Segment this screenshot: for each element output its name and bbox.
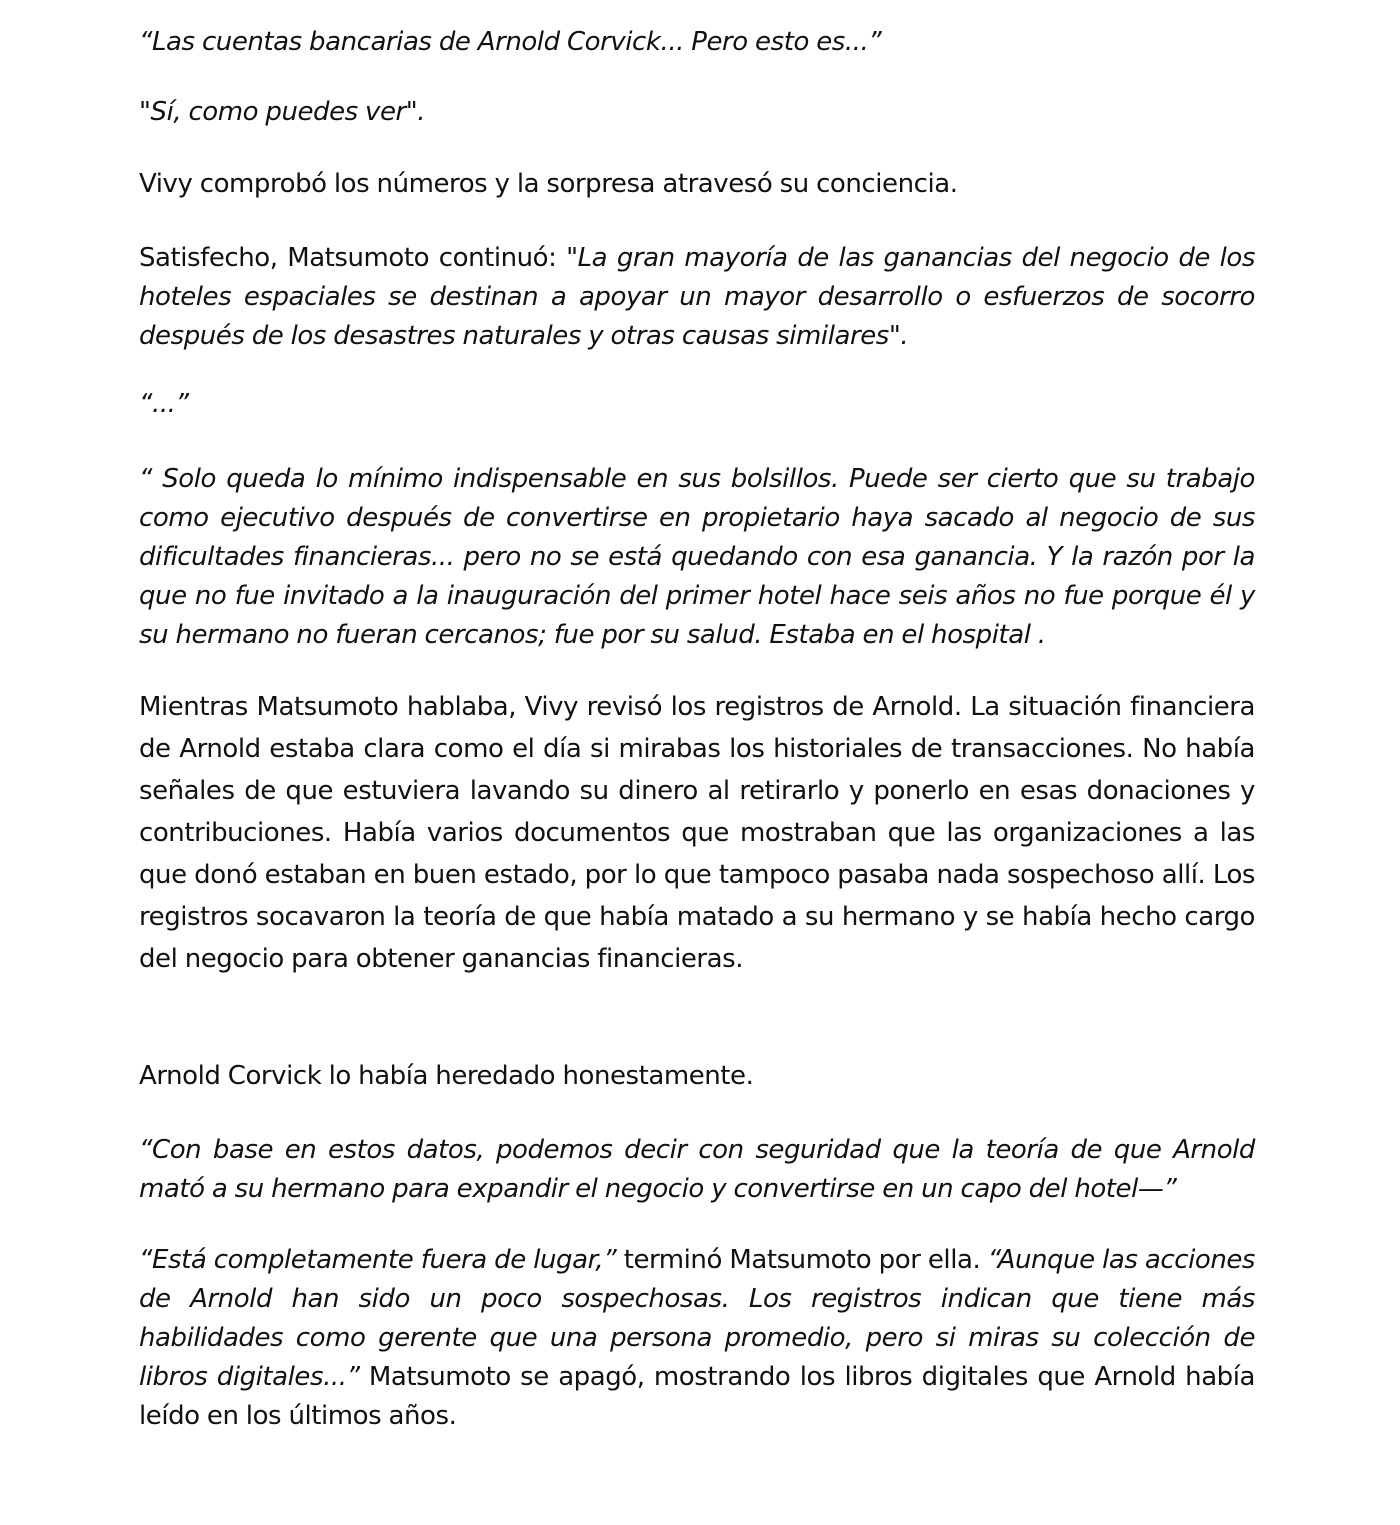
paragraph-4 [139,239,1255,356]
paragraph-5: “...” [139,389,189,419]
paragraph-4-narration: Satisfecho, Matsumoto continuó: [139,243,567,273]
paragraph-9: “Con base en estos datos, podemos decir con seguridad que la teoría de que Arnold mató a su hermano para expandir el negocio y convertirse en un capo del hotel—” [139,1135,1255,1204]
paragraph-10 [139,1241,1255,1436]
paragraph-10-dialogue-1: “Está completamente fuera de lugar,” [139,1245,617,1275]
paragraph-1: “Las cuentas bancarias de Arnold Corvick... Pero esto es...” [139,27,882,57]
paragraph-7: Mientras Matsumoto hablaba, Vivy revisó los registros de Arnold. La situación financiera de Arnold estaba clara como el día si mirabas los historiales de transacciones. No había señales de que estuviera lavando su dinero al retirarlo y ponerlo en esas donaciones y contribuciones. Había varios documentos que mostraban que las organizaciones a las que donó estaban en buen estado, por lo que tampoco pasaba nada sospechoso allí. Los registros socavaron la teoría de que había matado a su hermano y se había hecho cargo del negocio para obtener ganancias financieras. [139,692,1255,974]
paragraph-10-narration-1: terminó Matsumoto por ella. [616,1245,988,1275]
paragraph-2: "Sí, como puedes ver". [139,97,426,127]
paragraph-10-narration-2: Matsumoto se apagó, mostrando los libros digitales que Arnold había leído en los últimos años. [139,1362,1255,1431]
paragraph-4-dialogue: "La gran mayoría de las ganancias del negocio de los hoteles espaciales se destinan a apoyar un mayor desarrollo o esfuerzos de socorro después de los desastres naturales y otras causas similares". [139,243,1255,351]
paragraph-6: “ Solo queda lo mínimo indispensable en sus bolsillos. Puede ser cierto que su trabajo como ejecutivo después de convertirse en propietario haya sacado al negocio de sus dificultades financieras... pero no se está quedando con esa ganancia. Y la razón por la que no fue invitado a la inauguración del primer hotel hace seis años no fue porque él y su hermano no fueran cercanos; fue por su salud. Estaba en el hospital . [139,464,1255,650]
paragraph-3: Vivy comprobó los números y la sorpresa atravesó su conciencia. [139,169,958,199]
paragraph-8: Arnold Corvick lo había heredado honestamente. [139,1061,754,1091]
paragraph-10-dialogue-2: “Aunque las acciones de Arnold han sido un poco sospechosas. Los registros indican que tiene más habilidades como gerente que una persona promedio, pero si miras su colección de libros digitales...” [139,1245,1256,1392]
